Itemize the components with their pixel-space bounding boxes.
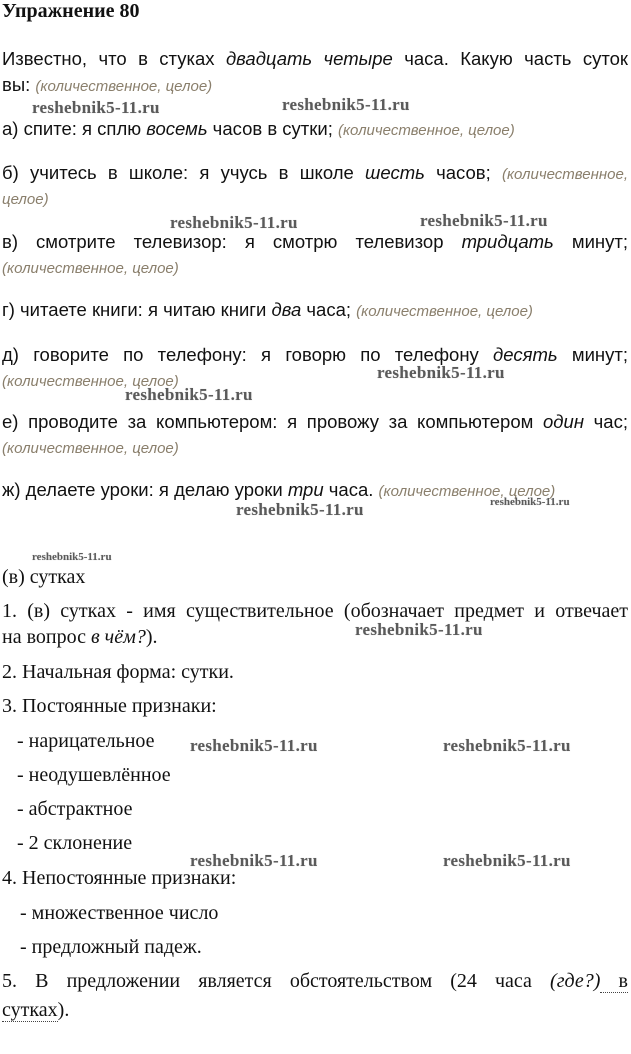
item-a: а) спите: я сплю восемь часов в сутки; (количественное, целое) xyxy=(2,118,515,139)
const-feature: - абстрактное xyxy=(17,798,133,820)
item-e-cont: (количественное, целое) xyxy=(2,440,179,457)
watermark: reshebnik5-11.ru xyxy=(355,620,483,639)
item-b: б) учитесь в школе: я учусь в школе шесть часов; (количественное, xyxy=(2,162,628,183)
item-zh: ж) делаете уроки: я делаю уроки три часа. (количественное, целое) xyxy=(2,479,556,500)
analysis-p1-cont: на вопрос в чём?). xyxy=(2,626,158,648)
item-v-cont: (количественное, целое) xyxy=(2,260,179,277)
analysis-p5: 5. В предложении является обстоятельством (24 часа (где?) в xyxy=(2,970,628,992)
analysis-p3: 3. Постоянные признаки: xyxy=(2,695,217,717)
intro-line-1: Известно, что в стуках двадцать четыре часа. Какую часть суток xyxy=(2,48,628,69)
item-v: в) смотрите телевизор: я смотрю телевизор тридцать минут; xyxy=(2,231,628,252)
watermark: reshebnik5-11.ru xyxy=(443,851,571,870)
exercise-title: Упражнение 80 xyxy=(2,0,140,22)
item-d-cont: (количественное, целое) xyxy=(2,373,179,390)
watermark: reshebnik5-11.ru xyxy=(32,551,112,563)
analysis-p5-cont: сутках). xyxy=(2,999,70,1021)
item-g: г) читаете книги: я читаю книги два часа; (количественное, целое) xyxy=(2,299,533,320)
var-feature: - предложный падеж. xyxy=(20,936,202,958)
analysis-p4: 4. Непостоянные признаки: xyxy=(2,867,237,889)
var-feature: - множественное число xyxy=(20,902,219,924)
watermark: reshebnik5-11.ru xyxy=(377,363,505,382)
item-d: д) говорите по телефону: я говорю по телефону десять минут; xyxy=(2,344,628,365)
watermark: reshebnik5-11.ru xyxy=(170,213,298,232)
watermark: reshebnik5-11.ru xyxy=(190,736,318,755)
watermark: reshebnik5-11.ru xyxy=(490,496,570,508)
watermark: reshebnik5-11.ru xyxy=(32,98,160,117)
analysis-p2: 2. Начальная форма: сутки. xyxy=(2,661,234,683)
watermark: reshebnik5-11.ru xyxy=(190,851,318,870)
item-e: е) проводите за компьютером: я провожу за компьютером один час; xyxy=(2,411,628,432)
analysis-word: (в) сутках xyxy=(2,566,86,588)
analysis-p1: 1. (в) сутках - имя существительное (обозначает предмет и отвечает xyxy=(2,600,628,622)
watermark: reshebnik5-11.ru xyxy=(282,95,410,114)
const-feature: - 2 склонение xyxy=(17,832,133,854)
watermark: reshebnik5-11.ru xyxy=(125,385,253,404)
item-b-cont: целое) xyxy=(2,191,49,208)
watermark: reshebnik5-11.ru xyxy=(443,736,571,755)
watermark: reshebnik5-11.ru xyxy=(236,500,364,519)
watermark: reshebnik5-11.ru xyxy=(420,211,548,230)
const-feature: - неодушевлённое xyxy=(17,764,171,786)
intro-line-2: вы: (количественное, целое) xyxy=(2,74,213,95)
const-feature: - нарицательное xyxy=(17,730,155,752)
